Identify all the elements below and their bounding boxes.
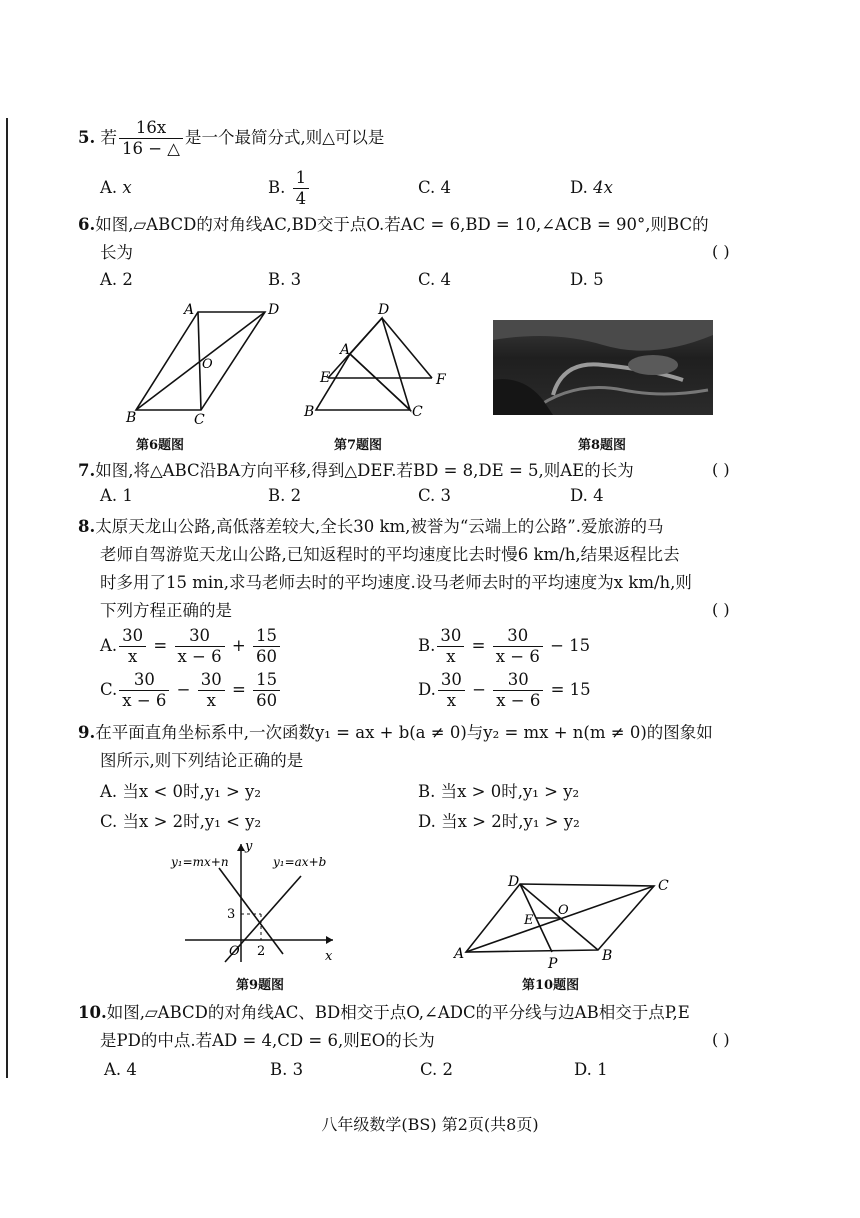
q9-option-a: A. 当x < 0时,y₁ > y₂ [100, 782, 261, 801]
svg-text:y: y [245, 839, 253, 854]
q7-option-c: C. 3 [418, 486, 452, 505]
question-10-line2: 是PD的中点.若AD = 4,CD = 6,则EO的长为 [100, 1031, 435, 1050]
q10-option-b: B. 3 [270, 1060, 304, 1079]
q9-option-b: B. 当x > 0时,y₁ > y₂ [418, 782, 580, 801]
q7-option-d: D. 4 [570, 486, 604, 505]
q8-answer-paren: ( ) [712, 600, 730, 619]
q6-option-a: A. 2 [100, 270, 133, 289]
figure-6-caption: 第6题图 [136, 438, 185, 453]
svg-text:x: x [325, 949, 333, 964]
question-7: 7.如图,将△ABC沿BA方向平移,得到△DEF.若BD = 8,DE = 5,则AE的长为 [78, 461, 634, 480]
svg-text:A: A [454, 946, 465, 962]
svg-text:C: C [412, 404, 423, 420]
question-8-line2: 老师自驾游览天龙山公路,已知返程时的平均速度比去时慢6 km/h,结果返程比去 [100, 545, 680, 564]
fig6-label-o: O [202, 357, 213, 372]
svg-text:O: O [229, 944, 240, 959]
svg-text:E: E [524, 913, 534, 928]
figure-6-parallelogram [118, 298, 288, 428]
q9-option-d: D. 当x > 2时,y₁ > y₂ [418, 812, 580, 831]
question-8: 8.太原天龙山公路,高低落差较大,全长30 km,被誉为“云端上的公路”.爱旅游的马 [78, 517, 664, 536]
svg-text:A: A [340, 342, 351, 358]
q10-option-c: C. 2 [420, 1060, 454, 1079]
figure-9-graph [165, 838, 345, 968]
svg-text:2: 2 [257, 944, 266, 959]
figure-10-caption: 第10题图 [522, 978, 580, 993]
svg-text:3: 3 [227, 907, 236, 922]
question-6: 6.如图,▱ABCD的对角线AC,BD交于点O.若AC = 6,BD = 10,∠ACB = 90°,则BC的 [78, 215, 709, 234]
q10-option-a: A. 4 [104, 1060, 137, 1079]
svg-text:O: O [558, 903, 569, 918]
question-8-line3: 时多用了15 min,求马老师去时的平均速度.设马老师去时的平均速度为x km/h,则 [100, 573, 692, 592]
question-9-line2: 图所示,则下列结论正确的是 [100, 751, 304, 770]
figure-8-photo [493, 320, 713, 415]
fig6-label-a: A [184, 302, 195, 318]
figure-7-caption: 第7题图 [334, 438, 383, 453]
mountain-road-image [493, 320, 713, 415]
svg-text:D: D [508, 874, 520, 890]
q6-answer-paren: ( ) [712, 242, 730, 261]
q9-option-c: C. 当x > 2时,y₁ < y₂ [100, 812, 262, 831]
svg-text:F: F [436, 372, 446, 388]
fig6-label-c: C [194, 412, 205, 428]
q6-option-d: D. 5 [570, 270, 604, 289]
svg-text:B: B [602, 948, 613, 964]
question-5: 5. 若 $\frac{16x}{16 - \triangle}$ 是一个最简分式,则△可以是 [78, 118, 385, 158]
q5-option-d: D. 4x [570, 178, 613, 197]
question-6-line2: 长为 [100, 243, 133, 262]
q8-option-b: B. $\frac{30}{x}$ = $\frac{30}{x - 6}$ − 15 [418, 626, 591, 666]
question-10: 10.如图,▱ABCD的对角线AC、BD相交于点O,∠ADC的平分线与边AB相交于点P,E [78, 1003, 690, 1022]
svg-text:D: D [378, 302, 390, 318]
q10-option-d: D. 1 [574, 1060, 608, 1079]
q10-answer-paren: ( ) [712, 1030, 730, 1049]
fig6-label-b: B [126, 410, 137, 426]
figure-9-caption: 第9题图 [236, 978, 285, 993]
figure-8-caption: 第8题图 [578, 438, 627, 453]
svg-text:B: B [304, 404, 315, 420]
question-8-line4: 下列方程正确的是 [100, 601, 232, 620]
svg-text:y₁=ax+b: y₁=ax+b [273, 855, 327, 869]
q7-option-b: B. 2 [268, 486, 302, 505]
q8-option-a: A. $\frac{30}{x}$ = $\frac{30}{x - 6}$ + $\frac{15}{60}$ [100, 626, 282, 667]
q5-fraction: $\frac{16x}{16 - \triangle}$ [119, 118, 183, 159]
q7-answer-paren: ( ) [712, 460, 730, 479]
question-9: 9.在平面直角坐标系中,一次函数y₁ = ax + b(a ≠ 0)与y₂ = mx + n(m ≠ 0)的图象如 [78, 723, 713, 742]
svg-text:y₁=mx+n: y₁=mx+n [171, 855, 229, 869]
q5-option-c: C. 4 [418, 178, 452, 197]
q8-option-c: C. $\frac{30}{x - 6}$ − $\frac{30}{x}$ = $\frac{15}{60}$ [100, 670, 282, 711]
svg-text:P: P [548, 956, 558, 972]
fig6-label-d: D [268, 302, 280, 318]
q5-option-b: B. $\frac{1}{4}$ [268, 168, 311, 209]
q6-option-b: B. 3 [268, 270, 302, 289]
q7-option-a: A. 1 [100, 486, 133, 505]
q8-option-d: D. $\frac{30}{x}$ − $\frac{30}{x - 6}$ = 15 [418, 670, 591, 710]
q5-option-a: A. x [100, 178, 132, 197]
figure-10-parallelogram [452, 872, 682, 972]
q6-option-c: C. 4 [418, 270, 452, 289]
svg-text:E: E [320, 370, 331, 386]
margin-line [6, 118, 8, 1078]
figure-7-triangles [298, 298, 448, 428]
page-footer: 八年级数学(BS) 第2页(共8页) [321, 1115, 539, 1134]
svg-text:C: C [658, 878, 669, 894]
